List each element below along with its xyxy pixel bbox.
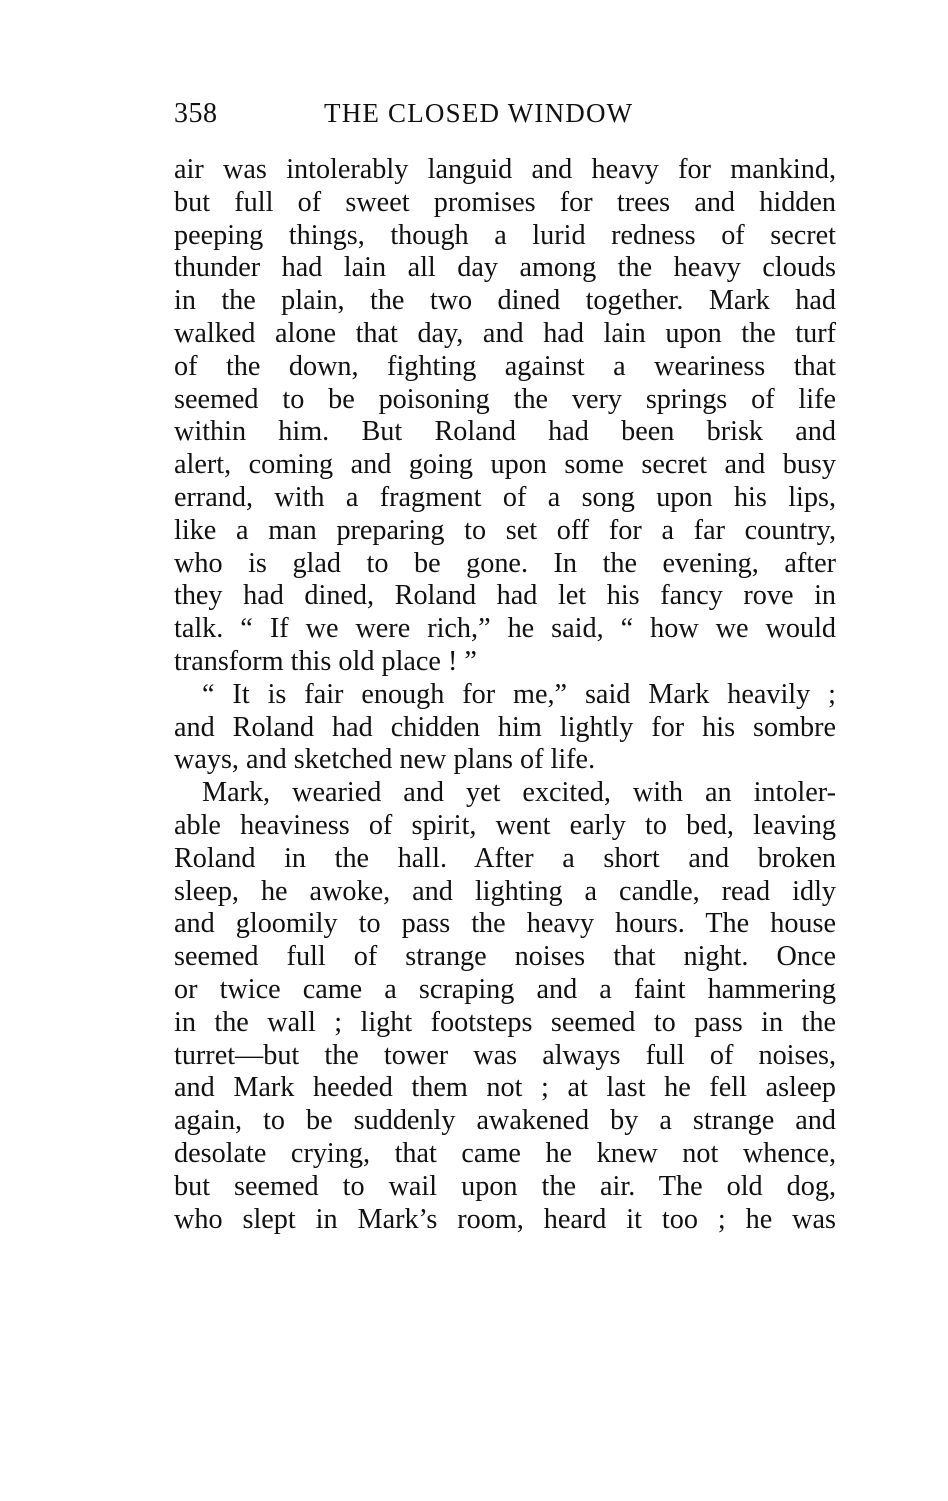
text-line: Roland in the hall. After a short and broken [174,842,836,874]
text-line: Mark, wearied and yet excited, with an intoler- [202,777,836,809]
text-line: able heaviness of spirit, went early to bed, leaving [174,809,836,841]
text-line: peeping things, though a lurid redness of secret [174,219,836,251]
body-text [174,154,836,1236]
text-line: but seemed to wail upon the air. The old dog, [174,1170,836,1202]
text-line: sleep, he awoke, and lighting a candle, read idly [174,875,836,907]
text-line: again, to be suddenly awakened by a strange and [174,1105,836,1137]
text-line: or twice came a scraping and a faint hammering [174,973,836,1005]
text-line: ways, and sketched new plans of life. [174,744,596,776]
running-title: THE CLOSED WINDOW [324,98,634,128]
text-line: turret—but the tower was always full of noises, [174,1039,836,1071]
text-line: errand, with a fragment of a song upon his lips, [174,481,836,513]
text-line: and Roland had chidden him lightly for his sombre [174,711,836,743]
text-line: who is glad to be gone. In the evening, after [174,547,836,579]
text-line: in the plain, the two dined together. Mark had [174,285,836,317]
text-line: who slept in Mark’s room, heard it too ; he was [174,1203,836,1235]
text-line: alert, coming and going upon some secret and busy [174,449,836,481]
text-line: like a man preparing to set off for a far country, [174,514,836,546]
text-line: transform this old place ! ” [174,645,477,677]
text-line: air was intolerably languid and heavy for mankind, [174,154,836,185]
page-number: 358 [174,98,218,129]
page-header [174,98,836,138]
text-line: in the wall ; light footsteps seemed to pass in the [174,1006,836,1038]
text-line: and gloomily to pass the heavy hours. The house [174,908,836,940]
text-line: seemed to be poisoning the very springs of life [174,383,836,415]
text-line: talk. “ If we were rich,” he said, “ how we would [174,613,836,645]
text-line: seemed full of strange noises that night. Once [174,941,836,973]
text-line: they had dined, Roland had let his fancy rove in [174,580,836,612]
text-line: desolate crying, that came he knew not whence, [174,1137,836,1169]
text-line: of the down, fighting against a weariness that [174,350,836,382]
text-line: but full of sweet promises for trees and hidden [174,186,836,218]
text-line: walked alone that day, and had lain upon the turf [174,317,836,349]
text-line: and Mark heeded them not ; at last he fell asleep [174,1072,836,1104]
text-line: within him. But Roland had been brisk and [174,416,836,448]
text-line: thunder had lain all day among the heavy clouds [174,252,836,284]
text-line: “ It is fair enough for me,” said Mark heavily ; [202,678,836,710]
